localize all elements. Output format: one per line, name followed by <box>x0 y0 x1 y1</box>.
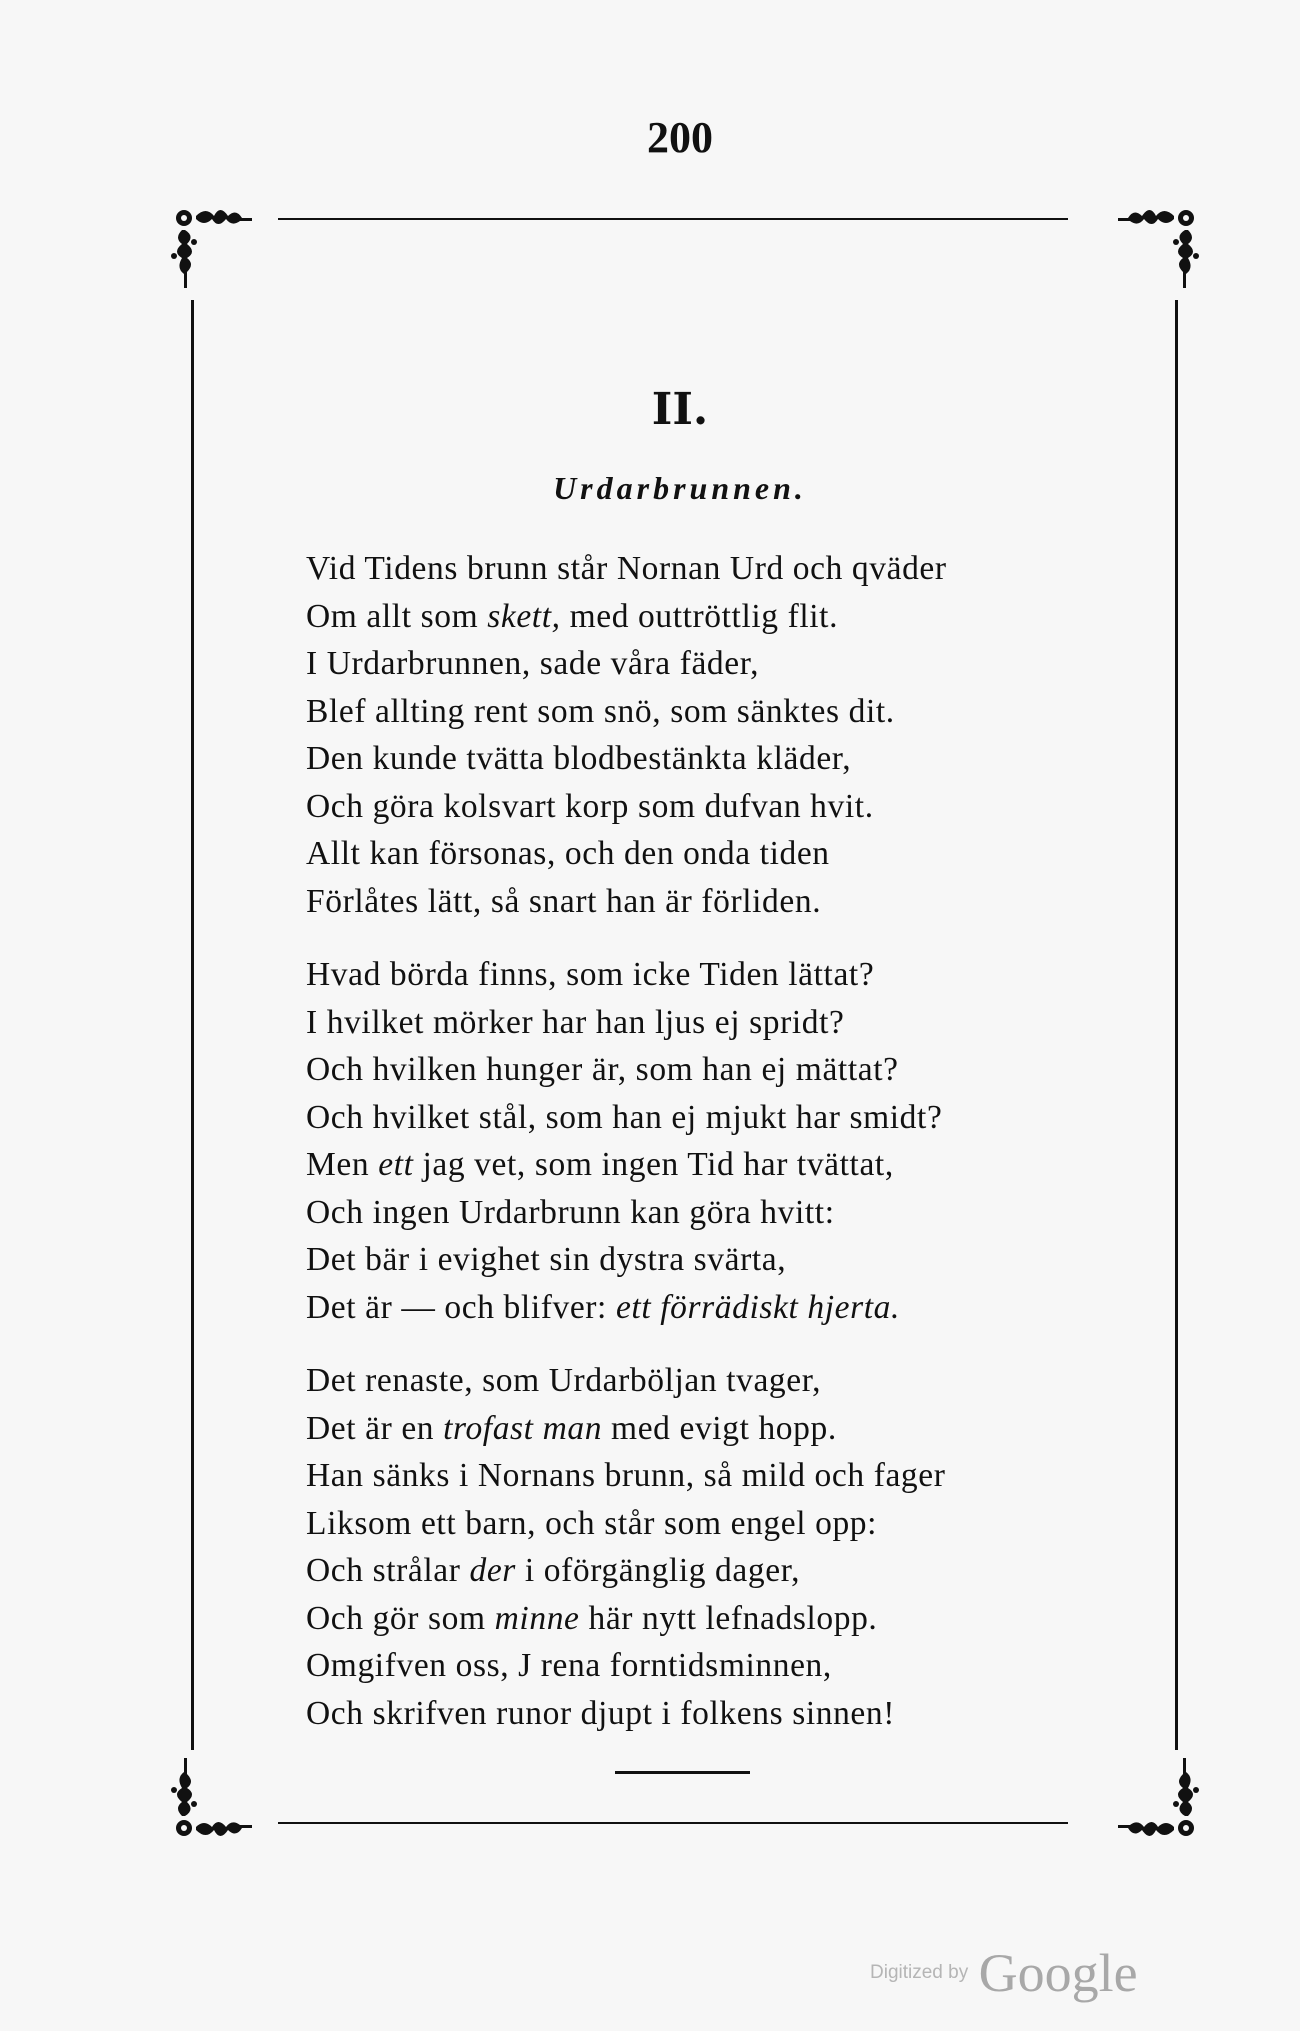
line-text: jag vet, som ingen Tid har tvättat, <box>413 1146 894 1183</box>
poem-line: Och skrifven runor djupt i folkens sinnen! <box>306 1694 896 1732</box>
stanza <box>306 951 1086 1331</box>
line-text: här nytt lefnadslopp. <box>579 1599 878 1637</box>
stanza <box>306 545 1086 925</box>
poem-line: Det bär i evighet sin dystra svärta, <box>306 1241 787 1278</box>
digitized-by-label: Digitized by <box>870 1962 969 1983</box>
google-logo: Google <box>978 1943 1138 2003</box>
poem-line <box>306 1284 1086 1332</box>
poem-line <box>306 593 1086 641</box>
poem-line <box>306 1405 1086 1453</box>
line-text: Och gör som <box>306 1599 495 1637</box>
digitized-watermark <box>870 1942 1138 2004</box>
poem-line: Omgifven oss, J rena forntidsminnen, <box>306 1647 832 1684</box>
corner-ornament-top-left <box>170 196 280 306</box>
poem-line: Och göra kolsvart korp som dufvan hvit. <box>306 787 874 825</box>
line-text: med evigt hopp. <box>602 1409 837 1447</box>
line-emphasis: ett förrädiskt hjerta. <box>615 1288 900 1326</box>
poem-line: I Urdarbrunnen, sade våra fäder, <box>306 645 760 682</box>
stanza <box>306 1357 1086 1737</box>
closing-rule <box>615 1771 750 1774</box>
line-emphasis: trofast man <box>443 1409 603 1447</box>
frame-top-rule <box>278 218 1068 220</box>
poem-line: Blef allting rent som snö, som sänktes dit. <box>306 692 895 730</box>
frame-right-rule <box>1175 300 1178 1750</box>
line-text: med outtröttlig flit. <box>560 597 839 635</box>
poem-title: Urdarbrunnen. <box>553 470 807 506</box>
line-text: Det är en <box>306 1409 444 1447</box>
line-emphasis: ett <box>378 1146 414 1183</box>
line-text: i oförgänglig dager, <box>515 1552 801 1589</box>
line-text: Det är — och blifver: <box>306 1288 616 1326</box>
poem-number-heading: II. <box>651 384 709 435</box>
line-emphasis: skett, <box>487 597 561 635</box>
poem-line: Han sänks i Nornans brunn, så mild och fager <box>306 1457 946 1494</box>
line-emphasis: der <box>469 1552 516 1589</box>
frame-left-rule <box>191 300 194 1750</box>
poem-line: Den kunde tvätta blodbestänkta kläder, <box>306 740 852 777</box>
poem-line: Vid Tidens brunn står Nornan Urd och qväder <box>306 550 947 587</box>
corner-ornament-top-right <box>1090 196 1200 306</box>
line-emphasis: minne <box>494 1599 580 1637</box>
frame-bottom-rule <box>278 1822 1068 1824</box>
line-text: Men <box>306 1146 379 1183</box>
corner-ornament-bottom-right <box>1090 1740 1200 1850</box>
corner-ornament-bottom-left <box>170 1740 280 1850</box>
poem-body <box>306 545 1086 1763</box>
poem-line: Och ingen Urdarbrunn kan göra hvitt: <box>306 1193 835 1231</box>
poem-line: Hvad börda finns, som icke Tiden lättat? <box>306 956 875 993</box>
poem-line <box>306 1141 1086 1189</box>
line-text: Och strålar <box>306 1552 470 1589</box>
poem-line <box>306 1547 1086 1595</box>
poem-line: Liksom ett barn, och står som engel opp: <box>306 1504 878 1542</box>
poem-line: Det renaste, som Urdarböljan tvager, <box>306 1362 822 1399</box>
poem-line: Allt kan försonas, och den onda tiden <box>306 835 830 872</box>
page-number: 200 <box>647 113 713 162</box>
poem-line: Och hvilket stål, som han ej mjukt har smidt? <box>306 1098 943 1136</box>
poem-line <box>306 1595 1086 1643</box>
poem-line: I hvilket mörker har han ljus ej spridt? <box>306 1003 845 1041</box>
poem-line: Förlåtes lätt, så snart han är förliden. <box>306 882 822 920</box>
poem-line: Och hvilken hunger är, som han ej mättat? <box>306 1051 899 1088</box>
line-text: Om allt som <box>306 597 488 635</box>
